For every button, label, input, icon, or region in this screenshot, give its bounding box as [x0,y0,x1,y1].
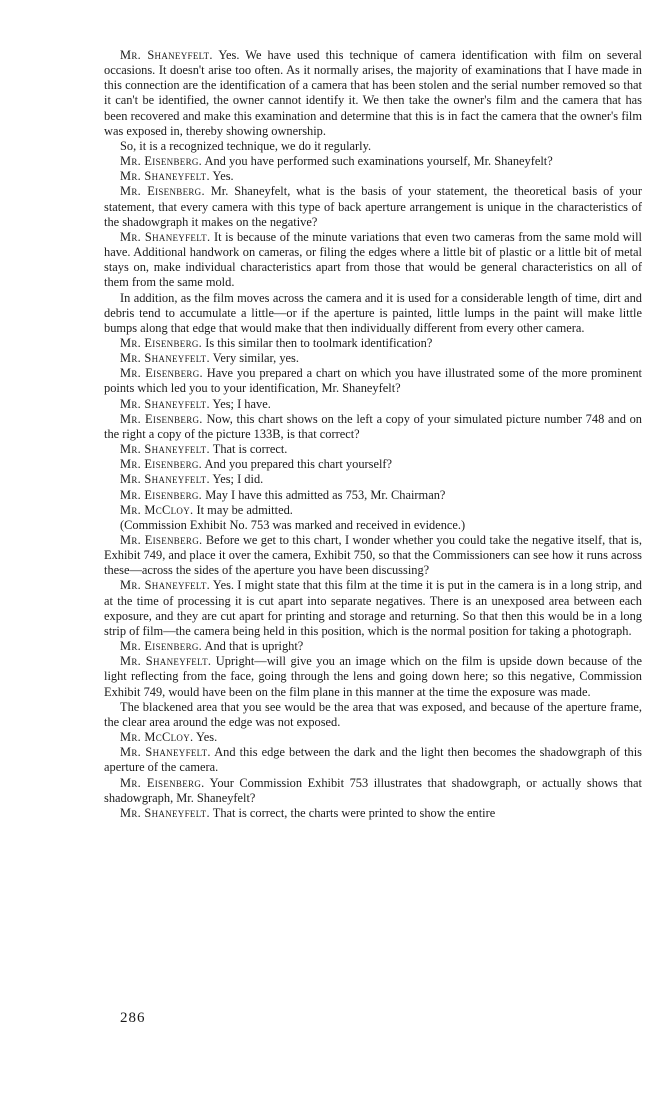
paragraph-text: Yes. We have used this technique of camera identification with film on several occasions. It doesn't arise too often. As it normally arises, the majority of examinations that I have made in this connection are the identification of a camera that has been stolen and the serial number removed so that it can't be identified, the owner cannot identify it. We then take the owner's film and the camera that has been recovered and make this examination and determine that this is in fact the camera that the owner's film was exposed in, thereby showing ownership. [104,48,643,138]
transcript-paragraph [104,578,642,639]
paragraph-text: Before we get to this chart, I wonder whether you could take the negative itself, that is, Exhibit 749, and place it over the camera, Exhibit 750, so that the Commissioners can see how it runs across these—across the sides of the aperture you have been discussing? [104,533,642,578]
transcript-paragraph [104,412,642,442]
paragraph-text: And you have performed such examinations yourself, Mr. Shaneyfelt? [204,154,553,169]
speaker-label: Mr. Shaneyfelt. [120,396,210,411]
transcript-paragraph [104,442,642,457]
paragraph-text: So, it is a recognized technique, we do it regularly. [120,138,372,153]
speaker-label: Mr. McCloy. [120,730,194,745]
transcript-paragraph [104,139,642,154]
transcript-paragraph [104,351,642,366]
paragraph-text: Very similar, yes. [212,351,299,366]
paragraph-text: Upright—will give you an image which on the film is upside down because of the light reflecting from the face, going through the lens and going down here; so this negative, Commission Exhibit 749, would have been on the film plane in this manner at the time the exposure was made. [104,654,642,699]
transcript-paragraph [104,806,642,821]
transcript-paragraph [104,336,642,351]
paragraph-text: Is this similar then to toolmark identification? [205,335,433,350]
speaker-label: Mr. Eisenberg. [120,411,203,426]
speaker-label: Mr. Eisenberg. [120,366,203,381]
transcript-paragraph [104,776,642,806]
paragraph-text: (Commission Exhibit No. 753 was marked and received in evidence.) [120,517,466,532]
paragraph-text: Yes. [212,169,234,184]
transcript-paragraph [104,654,642,699]
speaker-label: Mr. Shaneyfelt. [120,805,210,820]
speaker-label: Mr. Eisenberg. [120,335,203,350]
speaker-label: Mr. Shaneyfelt. [120,229,211,244]
speaker-label: Mr. Eisenberg. [120,775,205,790]
transcript-paragraph [104,230,642,291]
transcript-paragraph [104,154,642,169]
paragraph-text: Mr. Shaneyfelt, what is the basis of your statement, the theoretical basis of your statement, that every camera with this type of back aperture arrangement is unique in the characteristics of the shadowgraph it makes on the negative? [104,184,642,229]
paragraph-text: In addition, as the film moves across the camera and it is used for a considerable length of time, dirt and debris tend to accumulate a little—or if the aperture is painted, little lumps in the paint will make little bumps along that edge that would make that then individually different from every other camera. [104,290,642,335]
speaker-label: Mr. Shaneyfelt. [120,169,210,184]
paragraph-text: It is because of the minute variations that even two cameras from the same mold will have. Additional handwork on cameras, or filing the edges where a little bit of plastic or a little bit of metal stays on, make individual characteristics apart from those that would be general characteristics on all of them from the same mold. [104,229,643,290]
paragraph-text: And this edge between the dark and the light then becomes the shadowgraph of this aperture of the camera. [104,745,643,775]
speaker-label: Mr. Shaneyfelt. [120,351,210,366]
speaker-label: Mr. Eisenberg. [120,457,203,472]
paragraph-text: That is correct, the charts were printed to show the entire [212,805,496,820]
transcript-paragraph [104,503,642,518]
transcript-paragraph [104,457,642,472]
transcript-paragraph [104,184,642,229]
speaker-label: Mr. Eisenberg. [120,639,203,654]
transcript-paragraph [104,48,642,139]
paragraph-text: And you prepared this chart yourself? [204,457,393,472]
speaker-label: Mr. Shaneyfelt. [120,48,213,62]
transcript-paragraph [104,700,642,730]
speaker-label: Mr. Shaneyfelt. [120,442,210,457]
paragraph-text: And that is upright? [204,639,304,654]
transcript-paragraph [104,639,642,654]
transcript-paragraph [104,472,642,487]
speaker-label: Mr. McCloy. [120,502,194,517]
transcript-paragraph [104,533,642,578]
page-number: 286 [120,1010,146,1026]
paragraph-text: May I have this admitted as 753, Mr. Chairman? [205,487,446,502]
transcript-paragraph [104,397,642,412]
paragraph-text: Yes. [196,730,218,745]
speaker-label: Mr. Eisenberg. [120,184,205,199]
paragraph-text: That is correct. [212,442,288,457]
transcript-paragraph [104,291,642,336]
paragraph-text: It may be admitted. [196,502,293,517]
transcript-paragraph [104,745,642,775]
paragraph-text: Yes; I did. [212,472,264,487]
paragraph-text: Yes; I have. [212,396,271,411]
transcript-paragraph [104,366,642,396]
transcript-paragraph [104,730,642,745]
paragraph-text: Have you prepared a chart on which you have illustrated some of the more prominent points which led you to your identification, Mr. Shaneyfelt? [104,366,642,396]
transcript-paragraph [104,169,642,184]
paragraph-text: Yes. I might state that this film at the time it is put in the camera is in a long strip, and at the time of processing it is cut apart into separate negatives. There is an unexposed area between each exposure, and they are cut apart for printing and storage and returning. So that then this would be in a long strip of film—the camera being held in this position, which is the normal position for taking a photograph. [104,578,642,638]
paragraph-text: The blackened area that you see would be the area that was exposed, and because of the aperture frame, the clear area around the edge was not exposed. [104,699,642,729]
speaker-label: Mr. Shaneyfelt. [120,472,210,487]
paragraph-text: Now, this chart shows on the left a copy of your simulated picture number 748 and on the right a copy of the picture 133B, is that correct? [104,411,642,441]
transcript-paragraph [104,488,642,503]
speaker-label: Mr. Eisenberg. [120,487,203,502]
paragraph-text: Your Commission Exhibit 753 illustrates that shadowgraph, or actually shows that shadowgraph, Mr. Shaneyfelt? [104,775,642,805]
speaker-label: Mr. Shaneyfelt. [120,654,212,669]
transcript-body [104,48,642,821]
speaker-label: Mr. Shaneyfelt. [120,578,211,593]
speaker-label: Mr. Eisenberg. [120,533,203,547]
speaker-label: Mr. Eisenberg. [120,154,203,169]
transcript-paragraph [104,518,642,533]
speaker-label: Mr. Shaneyfelt. [120,745,211,760]
